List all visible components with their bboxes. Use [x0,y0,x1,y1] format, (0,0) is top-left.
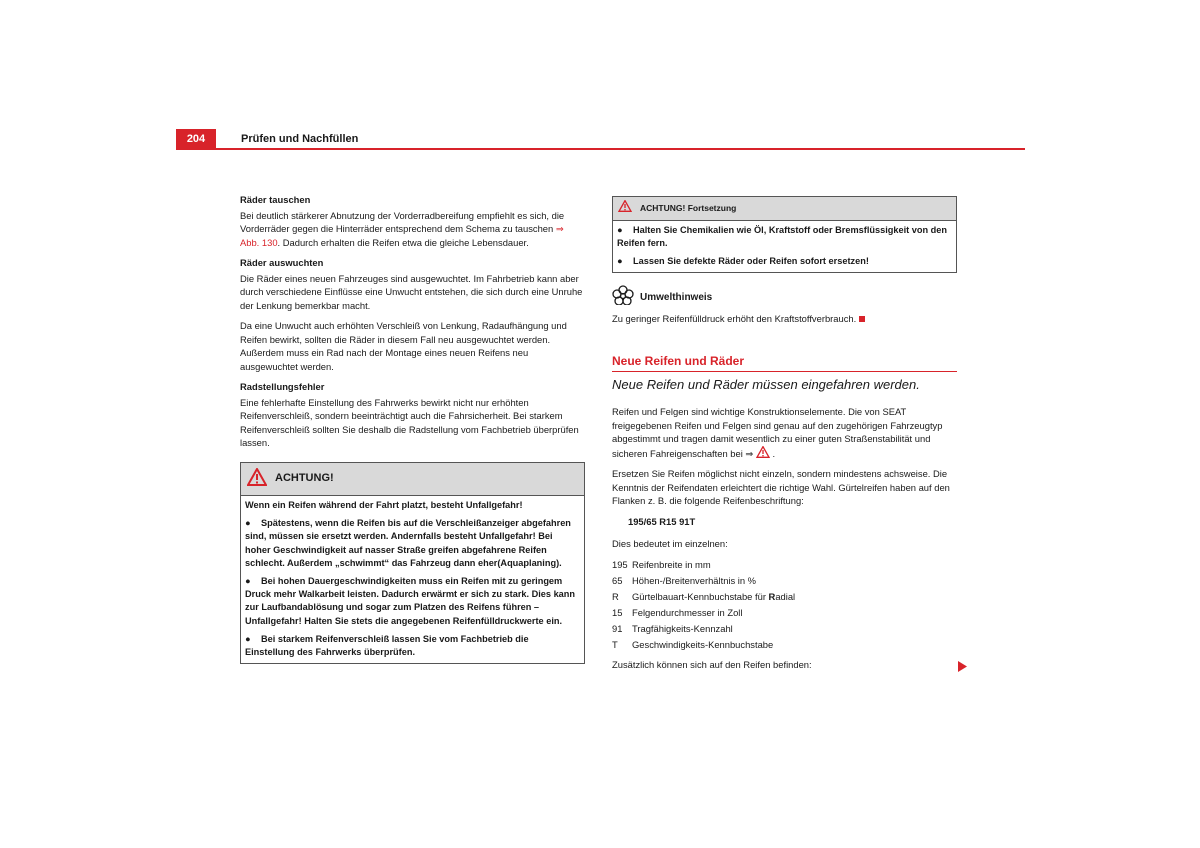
warning-triangle-icon [618,200,632,217]
header-rule [176,148,1025,150]
paragraph-raeder-tauschen: Bei deutlich stärkerer Abnutzung der Vorderradbereifung empfiehlt es sich, die Vorderräder gegen die Hinterräder entsprechend dem Schema zu tauschen ⇒ Abb. 130. Dadurch erhalten die Reifen etwa die gleiche Lebensdauer. [240,209,565,248]
legend-row: 195 Reifenbreite in mm [612,558,711,570]
warning-continued-title: ACHTUNG! Fortsetzung [640,202,737,213]
right-column [612,196,957,679]
heading-raeder-auswuchten: Räder auswuchten [240,257,324,268]
legend-row: 15 Felgendurchmesser in Zoll [612,606,743,618]
warning-bullet: ● Halten Sie Chemikalien wie Öl, Kraftstoff oder Bremsflüssigkeit von den Reifen fern. [617,224,947,248]
continue-arrow-icon[interactable] [958,659,967,677]
warning-continued-box [612,196,957,273]
environment-note-text: Zu geringer Reifenfülldruck erhöht den Kraftstoffverbrauch. [612,312,957,326]
paragraph-radstellungsfehler: Eine fehlerhafte Einstellung des Fahrwerks bewirkt nicht nur erhöhten Reifenverschleiß, sondern beeinträchtigt auch die Fahrsicherheit. Bei starkem Reifenverschleiß sollten Sie deshalb die Radstellung vom Fachbetrieb überprüfen lassen. [240,396,579,448]
tire-specification: 195/65 R15 91T [628,515,696,527]
warning-bullet: ● Bei starkem Reifenverschleiß lassen Sie vom Fachbetrieb die Einstellung des Fahrwerks überprüfen. [245,633,529,658]
legend-row: 65 Höhen-/Breitenverhältnis in % [612,574,757,586]
tire-code-legend [612,558,957,652]
warning-bullet: ● Lassen Sie defekte Räder oder Reifen sofort ersetzen! [617,255,952,268]
warning-continued-body [613,221,956,273]
page-number: 204 [176,129,216,149]
environment-note-header [612,285,957,310]
legend-row: T Geschwindigkeits-Kennbuchstabe [612,638,774,650]
paragraph-auswuchten-1: Die Räder eines neuen Fahrzeuges sind ausgewuchtet. Im Fahrbetrieb kann aber durch verschiedene Einflüsse eine Unwucht entstehen, die sich durch eine Unruhe der Lenkung bemerkbar macht. [240,272,583,311]
warning-triangle-icon[interactable] [756,448,773,459]
flower-icon [612,285,634,310]
end-square-icon [859,316,865,322]
bullet-icon: ● [245,633,251,644]
section-subtitle: Neue Reifen und Räder müssen eingefahren werden. [612,376,920,392]
warning-title: ACHTUNG! [275,472,334,484]
bullet-icon: ● [245,576,251,587]
meaning-intro: Dies bedeutet im einzelnen: [612,538,728,550]
bullet-icon: ● [245,518,251,529]
left-column [240,193,585,664]
warning-continued-header [613,197,956,221]
paragraph-reifen-felgen: Reifen und Felgen sind wichtige Konstruktionselemente. Die von SEAT freigegebenen Reifen und Felgen sind genau auf den zugehörigen Fahrzeugtyp abgestimmt und tragen damit wesentlich zu einer guten Straßenstabilität und sicheren Fahreigenschaften bei ⇒ . [612,406,943,459]
bullet-icon: ● [617,224,623,235]
closing-text: Zusätzlich können sich auf den Reifen befinden: [612,659,812,671]
section-title: Neue Reifen und Räder [612,355,957,372]
legend-row: R Gürtelbauart-Kennbuchstabe für Radial [612,590,796,602]
figure-reference-link[interactable]: ⇒ Abb. 130 [240,223,564,248]
paragraph-auswuchten-2: Da eine Unwucht auch erhöhten Verschleiß von Lenkung, Radaufhängung und Reifen bewirkt, sollten die Räder in diesem Fall neu ausgewuchtet werden. Außerdem muss ein Rad nach der Montage eines neuen Reifens neu ausgewuchtet werden. [240,320,567,372]
warning-bullet: ● Spätestens, wenn die Reifen bis auf die Verschleißanzeiger abgefahren sind, müssen sie ersetzt werden. Andernfalls besteht Unfallgefahr! Bei hoher Geschwindigkeit auf nasser Straße greifen abgefahrene Reifen schlecht. Außerdem „schwimmt“ das Fahrzeug dann eher(Aquaplaning). [245,518,571,568]
legend-row: 91 Tragfähigkeits-Kennzahl [612,622,733,634]
bullet-icon: ● [617,255,623,266]
paragraph-reifendaten: Ersetzen Sie Reifen möglichst nicht einzeln, sondern mindestens achsweise. Die Kenntnis der Reifendaten erleichtert die richtige Wahl. Gürtelreifen haben auf den Flanken z. B. die folgende Reifenbeschriftung: [612,468,950,507]
warning-bullet: ● Bei hohen Dauergeschwindigkeiten muss ein Reifen mit zu geringem Druck mehr Walkarbeit leisten. Dadurch erwärmt er sich zu stark. Dies kann zur Laufbandablösung und sogar zum Platzen des Reifens führen – Unfallgefahr! Halten Sie stets die angegebenen Reifenfülldruckwerte ein. [245,576,576,626]
warning-header [241,463,584,497]
chapter-title: Prüfen und Nachfüllen [241,133,359,145]
heading-radstellungsfehler: Radstellungsfehler [240,381,325,392]
warning-body [241,496,584,663]
heading-raeder-tauschen: Räder tauschen [240,194,311,205]
warning-box [240,462,585,665]
environment-note-title: Umwelthinweis [640,291,713,303]
warning-triangle-icon [247,468,267,491]
warning-intro: Wenn ein Reifen während der Fahrt platzt, besteht Unfallgefahr! [245,500,523,510]
